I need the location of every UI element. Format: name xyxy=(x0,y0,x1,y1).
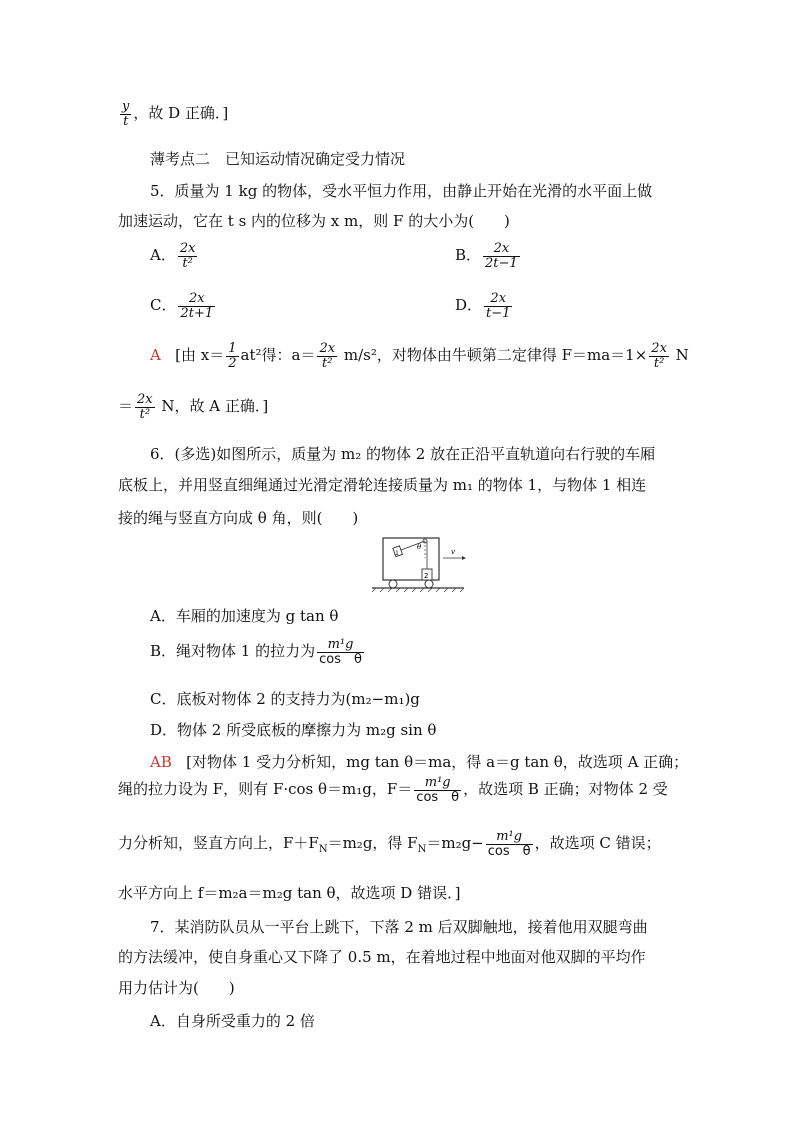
q6-option-d: D．物体 2 所受底板的摩擦力为 m₂g sin θ xyxy=(150,721,437,739)
q6-option-b: B．绳对物体 1 的拉力为 $\frac{\text{m¹g}}{\text{cos θ}}$ xyxy=(150,637,362,667)
wheel-right xyxy=(425,580,433,588)
q7-line1: 7．某消防队员从一平台上跳下，下落 2 m 后双脚触地，接着他用双腿弯曲 xyxy=(150,918,648,936)
q5-option-a: A． $\frac{2x}{\text{t²}}$ xyxy=(150,241,196,271)
q6-option-c: C．底板对物体 2 的支持力为(m₂−m₁)g xyxy=(150,690,420,708)
q5-solution-line1: A [由 x＝ $\frac{1}{2}$ at²得：a＝ $\frac{2x}{\text{t²}}$ m/s²，对物体由牛顿第二定律得 F＝ma＝1× $\frac{2x}{\text{t²}}$ N xyxy=(150,341,689,371)
q5-option-c: C． $\frac{2x}{2t+1}$ xyxy=(150,291,214,321)
q7-line2: 的方法缓冲，使自身重心又下降了 0.5 m，在着地过程中地面对他双脚的平均作 xyxy=(118,948,646,966)
fraction: $\frac{y}{t}$ xyxy=(122,99,130,129)
block-2-label: 2 xyxy=(424,572,429,580)
q5-option-d: D． $\frac{2x}{t-1}$ xyxy=(455,291,511,321)
q5-line1: 5．质量为 1 kg 的物体，受水平恒力作用，由静止开始在光滑的水平面上做 xyxy=(150,182,653,200)
rope-slanted xyxy=(401,541,425,550)
block-1-label: 1 xyxy=(395,550,399,557)
q6-line1: 6．(多选)如图所示，质量为 m₂ 的物体 2 放在正沿平直轨道向右行驶的车厢 xyxy=(150,445,656,463)
q5-option-b: B． $\frac{2x}{2t-1}$ xyxy=(455,241,518,271)
q5-solution-line2: ＝ $\frac{2x}{\text{t²}}$ N，故 A 正确．] xyxy=(118,392,269,422)
q6-solution-line2: 绳的拉力设为 F，则有 F·cos θ＝m₁g，F＝ $\frac{\text{m¹g}}{\text{cos θ}}$ ，故选项 B 正确；对物体 2 受 xyxy=(118,775,668,805)
wheel-left xyxy=(389,580,397,588)
section-heading: 薄考点二 已知运动情况确定受力情况 xyxy=(150,150,406,168)
q6-answer: AB xyxy=(150,753,172,771)
q6-solution-line3: 力分析知，竖直方向上，$F+F_N=m_2g$，得 $F_N=m_2g-$ $\frac{\text{m¹g}}{\text{cos θ}}$ ，故选项 C 错误； xyxy=(118,829,661,859)
q5-line2: 加速运动，它在 t s 内的位移为 x m，则 F 的大小为( ) xyxy=(118,212,510,230)
arrow-head xyxy=(462,556,466,560)
q6-line2: 底板上，并用竖直细绳通过光滑定滑轮连接质量为 m₁ 的物体 1，与物体 1 相连 xyxy=(118,476,647,494)
velocity-label: v xyxy=(451,548,455,556)
q6-solution-line4: 水平方向上 f＝m₂a＝m₂g tan θ，故选项 D 错误．] xyxy=(118,884,461,902)
top-line xyxy=(118,100,228,128)
q6-option-a: A．车厢的加速度为 g tan θ xyxy=(150,607,339,625)
q7-line3: 用力估计为( ) xyxy=(118,979,235,997)
carriage-figure xyxy=(368,536,470,592)
q6-line3: 接的绳与竖直方向成 θ 角，则( ) xyxy=(118,509,359,527)
q6-solution-line1: AB [对物体 1 受力分析知，mg tan θ＝ma，得 a＝g tan θ，故选项 A 正确； xyxy=(150,753,689,771)
top-text: ，故 D 正确．] xyxy=(133,104,229,123)
q5-answer: A xyxy=(150,346,161,365)
q7-option-a: A．自身所受重力的 2 倍 xyxy=(150,1012,315,1030)
theta-label: θ xyxy=(417,543,422,551)
